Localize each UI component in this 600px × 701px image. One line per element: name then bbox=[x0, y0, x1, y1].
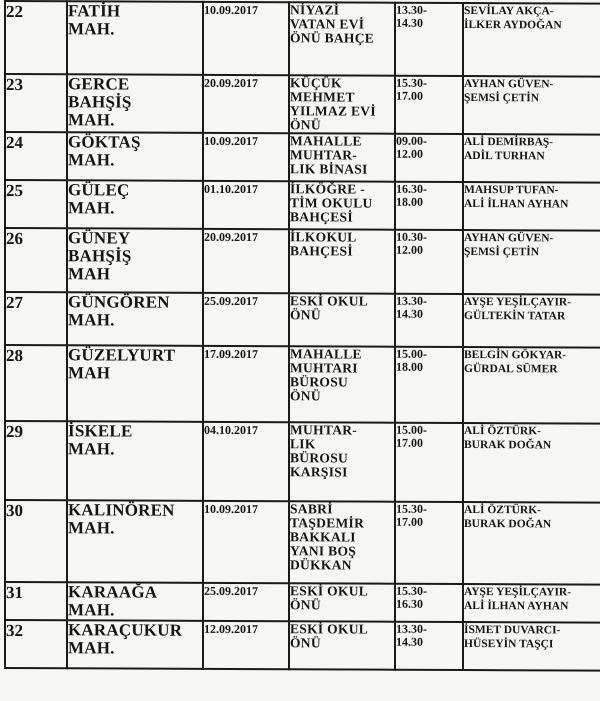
location-cell-line: MAHALLE bbox=[290, 346, 362, 362]
location-cell bbox=[289, 181, 395, 229]
location-cell-line: ESKİ OKUL bbox=[290, 293, 369, 309]
neighborhood-cell-line: GÜLEÇ bbox=[68, 180, 130, 200]
location-cell bbox=[289, 501, 395, 583]
date-cell: 01.10.2017 bbox=[203, 181, 289, 229]
location-cell-line: ÖNÜ bbox=[290, 117, 321, 133]
date-cell: 04.10.2017 bbox=[203, 422, 289, 501]
time-cell bbox=[395, 294, 463, 347]
time-cell-line: 12.00 bbox=[396, 146, 423, 161]
staff-cell bbox=[463, 294, 600, 348]
row-number-cell: 24 bbox=[5, 132, 67, 180]
date-cell: 10.09.2017 bbox=[203, 501, 289, 583]
time-cell-line: 17.00 bbox=[396, 514, 423, 529]
staff-cell-line: BURAK DOĞAN bbox=[464, 518, 552, 531]
time-cell-line: 14.30 bbox=[396, 306, 423, 321]
time-cell-line: 15.30- bbox=[396, 501, 427, 516]
neighborhood-cell-line: KARAAĞA bbox=[68, 582, 158, 602]
staff-cell-line: AYŞE YEŞİLÇAYIR- bbox=[464, 296, 572, 309]
date-cell: 25.09.2017 bbox=[203, 293, 289, 346]
neighborhood-cell bbox=[67, 620, 203, 669]
time-cell bbox=[395, 502, 463, 584]
row-number-cell: 32 bbox=[5, 620, 67, 668]
table-row bbox=[5, 500, 600, 585]
staff-cell-line: ŞEMSİ ÇETİN bbox=[464, 92, 540, 105]
location-cell-line: MUHTAR- bbox=[290, 422, 358, 438]
table-row bbox=[5, 228, 600, 295]
time-cell bbox=[395, 622, 463, 670]
time-cell bbox=[395, 347, 463, 423]
table-row bbox=[5, 345, 600, 424]
time-cell-line: 15.00- bbox=[396, 422, 427, 437]
staff-cell-line: HÜSEYİN TAŞÇI bbox=[464, 638, 554, 651]
neighborhood-cell bbox=[67, 500, 203, 583]
staff-cell-line: ŞEMSİ ÇETİN bbox=[464, 246, 540, 259]
neighborhood-cell-line: FATİH bbox=[68, 1, 121, 21]
time-cell-line: 16.30- bbox=[396, 181, 427, 196]
location-cell-line: TİM OKULU bbox=[290, 195, 373, 211]
date-cell: 10.09.2017 bbox=[203, 2, 289, 75]
location-cell-line: BÜROSU bbox=[290, 450, 349, 466]
neighborhood-cell-line: BAHŞİŞ bbox=[68, 92, 132, 112]
row-number-cell: 31 bbox=[5, 582, 67, 620]
staff-cell-line: ADİL TURHAN bbox=[464, 150, 545, 163]
staff-cell bbox=[463, 182, 600, 231]
neighborhood-cell-line: MAH. bbox=[68, 439, 115, 459]
neighborhood-cell-line: MAH. bbox=[68, 310, 115, 330]
schedule-table bbox=[4, 0, 600, 672]
time-cell-line: 13.30- bbox=[396, 293, 427, 308]
neighborhood-cell bbox=[67, 74, 203, 133]
row-number-cell: 27 bbox=[5, 292, 67, 345]
location-cell-line: NİYAZİ bbox=[290, 2, 340, 18]
row-number-cell: 23 bbox=[5, 74, 67, 132]
staff-cell-line: AYHAN GÜVEN- bbox=[464, 232, 554, 245]
time-cell bbox=[395, 230, 463, 294]
neighborhood-cell-line: KALINÖREN bbox=[68, 500, 175, 520]
staff-cell-line: İSMET DUVARCI- bbox=[464, 624, 561, 637]
location-cell-line: BÜROSU bbox=[290, 374, 349, 390]
location-cell-line: MEHMET bbox=[290, 89, 355, 105]
time-cell bbox=[395, 3, 463, 76]
neighborhood-cell-line: GÜZELYURT bbox=[68, 345, 176, 365]
location-cell bbox=[289, 583, 395, 621]
location-cell bbox=[289, 75, 395, 133]
location-cell-line: ÖNÜ bbox=[290, 307, 321, 323]
staff-cell-line: MAHSUP TUFAN- bbox=[464, 184, 559, 197]
neighborhood-cell-line: İSKELE bbox=[68, 421, 133, 441]
date-cell: 20.09.2017 bbox=[203, 229, 289, 293]
row-number-cell: 30 bbox=[5, 500, 67, 582]
schedule-table-body bbox=[5, 1, 600, 671]
date-cell: 20.09.2017 bbox=[203, 75, 289, 133]
staff-cell bbox=[463, 502, 600, 585]
staff-cell-line: İLKER AYDOĞAN bbox=[464, 19, 562, 32]
staff-cell-line: ALİ ÖZTÜRK- bbox=[464, 425, 541, 438]
date-cell: 12.09.2017 bbox=[203, 621, 289, 669]
time-cell-line: 13.30- bbox=[396, 2, 427, 17]
neighborhood-cell-line: MAH. bbox=[68, 638, 115, 658]
location-cell-line: YILMAZ EVİ bbox=[290, 103, 376, 119]
neighborhood-cell-line: BAHŞİŞ bbox=[68, 246, 132, 266]
location-cell-line: KARŞISI bbox=[290, 464, 348, 480]
location-cell-line: TAŞDEMİR bbox=[290, 515, 365, 531]
neighborhood-cell-line: MAH bbox=[68, 264, 111, 284]
staff-cell bbox=[463, 622, 600, 671]
time-cell bbox=[395, 423, 463, 502]
neighborhood-cell bbox=[67, 292, 203, 346]
staff-cell-line: AYHAN GÜVEN- bbox=[464, 78, 554, 91]
location-cell-line: ESKİ OKUL bbox=[290, 583, 369, 599]
neighborhood-cell-line: KARAÇUKUR bbox=[68, 620, 183, 640]
location-cell bbox=[289, 229, 395, 293]
neighborhood-cell-line: GÜNGÖREN bbox=[68, 292, 170, 312]
location-cell-line: LIK BİNASI bbox=[290, 161, 368, 177]
location-cell-line: DÜKKAN bbox=[290, 557, 352, 573]
neighborhood-cell bbox=[67, 421, 203, 501]
neighborhood-cell-line: MAH. bbox=[68, 19, 115, 39]
staff-cell bbox=[463, 230, 600, 295]
staff-cell-line: BURAK DOĞAN bbox=[464, 439, 552, 452]
staff-cell bbox=[463, 584, 600, 623]
neighborhood-cell-line: MAH. bbox=[68, 198, 115, 218]
table-row bbox=[5, 421, 600, 503]
time-cell-line: 15.30- bbox=[396, 583, 427, 598]
neighborhood-cell-line: MAH bbox=[68, 363, 111, 383]
table-row bbox=[5, 1, 600, 77]
location-cell-line: LIK bbox=[290, 436, 316, 452]
staff-cell bbox=[463, 3, 600, 77]
neighborhood-cell bbox=[67, 582, 203, 621]
time-cell-line: 17.00 bbox=[396, 88, 423, 103]
time-cell bbox=[395, 182, 463, 230]
staff-cell-line: BELGİN GÖKYAR- bbox=[464, 349, 567, 362]
neighborhood-cell-line: GERCE bbox=[68, 74, 130, 94]
location-cell bbox=[289, 2, 395, 75]
row-number-cell: 22 bbox=[5, 1, 67, 74]
location-cell-line: VATAN EVİ bbox=[290, 16, 365, 32]
time-cell-line: 10.30- bbox=[396, 229, 427, 244]
staff-cell-line: ALİ İLHAN AYHAN bbox=[464, 600, 569, 613]
location-cell-line: MUHTAR- bbox=[290, 147, 358, 163]
neighborhood-cell-line: GÖKTAŞ bbox=[68, 132, 141, 152]
time-cell-line: 16.30 bbox=[396, 596, 423, 611]
staff-cell bbox=[463, 347, 600, 424]
table-row bbox=[5, 292, 600, 348]
neighborhood-cell-line: MAH. bbox=[68, 600, 115, 620]
location-cell-line: KÜÇÜK bbox=[290, 75, 342, 91]
time-cell-line: 18.00 bbox=[396, 359, 423, 374]
location-cell-line: ÖNÜ bbox=[290, 597, 321, 613]
location-cell bbox=[289, 346, 395, 422]
staff-cell-line: AYŞE YEŞİLÇAYIR- bbox=[464, 586, 572, 599]
location-cell-line: BAHÇESİ bbox=[290, 209, 353, 225]
neighborhood-cell-line: GÜNEY bbox=[68, 228, 131, 248]
staff-cell-line: ALİ DEMİRBAŞ- bbox=[464, 136, 554, 149]
location-cell bbox=[289, 133, 395, 181]
table-row bbox=[5, 74, 600, 135]
table-row bbox=[5, 180, 600, 231]
neighborhood-cell bbox=[67, 132, 203, 181]
staff-cell bbox=[463, 423, 600, 503]
location-cell-line: YANI BOŞ bbox=[290, 543, 357, 559]
staff-cell-line: ALİ İLHAN AYHAN bbox=[464, 198, 569, 211]
staff-cell-line: GÜRDAL SÜMER bbox=[464, 363, 558, 376]
location-cell bbox=[289, 621, 395, 669]
time-cell bbox=[395, 76, 463, 134]
staff-cell bbox=[463, 134, 600, 183]
time-cell-line: 15.00- bbox=[396, 346, 427, 361]
time-cell bbox=[395, 134, 463, 182]
location-cell-line: SABRİ bbox=[290, 501, 333, 517]
location-cell-line: MAHALLE bbox=[290, 133, 362, 149]
time-cell-line: 15.30- bbox=[396, 75, 427, 90]
time-cell-line: 18.00 bbox=[396, 194, 423, 209]
row-number-cell: 29 bbox=[5, 421, 67, 500]
date-cell: 10.09.2017 bbox=[203, 133, 289, 181]
table-row bbox=[5, 582, 600, 623]
row-number-cell: 28 bbox=[5, 345, 67, 421]
staff-cell bbox=[463, 76, 600, 135]
neighborhood-cell bbox=[67, 1, 203, 75]
location-cell-line: BAKKALI bbox=[290, 529, 356, 545]
row-number-cell: 26 bbox=[5, 228, 67, 292]
table-row bbox=[5, 132, 600, 183]
neighborhood-cell bbox=[67, 345, 203, 422]
time-cell-line: 14.30 bbox=[396, 15, 423, 30]
location-cell-line: BAHÇESİ bbox=[290, 243, 353, 259]
location-cell-line: İLKOKUL bbox=[290, 229, 357, 245]
time-cell-line: 13.30- bbox=[396, 621, 427, 636]
location-cell-line: MUHTARI bbox=[290, 360, 358, 376]
neighborhood-cell bbox=[67, 228, 203, 293]
location-cell-line: İLKÖĞRE - bbox=[290, 181, 366, 197]
date-cell: 25.09.2017 bbox=[203, 583, 289, 621]
time-cell-line: 09.00- bbox=[396, 133, 427, 148]
time-cell-line: 17.00 bbox=[396, 435, 423, 450]
location-cell-line: ÖNÜ BAHÇE bbox=[290, 30, 375, 46]
staff-cell-line: ALİ ÖZTÜRK- bbox=[464, 504, 541, 517]
location-cell-line: ÖNÜ bbox=[290, 635, 321, 651]
staff-cell-line: GÜLTEKİN TATAR bbox=[464, 310, 566, 323]
date-cell: 17.09.2017 bbox=[203, 346, 289, 422]
neighborhood-cell-line: MAH. bbox=[68, 150, 115, 170]
location-cell bbox=[289, 293, 395, 346]
neighborhood-cell bbox=[67, 180, 203, 229]
neighborhood-cell-line: MAH. bbox=[68, 518, 115, 538]
table-row bbox=[5, 620, 600, 671]
location-cell-line: ÖNÜ bbox=[290, 388, 321, 404]
time-cell-line: 12.00 bbox=[396, 242, 423, 257]
time-cell bbox=[395, 584, 463, 622]
row-number-cell: 25 bbox=[5, 180, 67, 228]
location-cell bbox=[289, 422, 395, 501]
staff-cell-line: SEVİLAY AKÇA- bbox=[464, 5, 554, 18]
neighborhood-cell-line: MAH. bbox=[68, 110, 115, 130]
location-cell-line: ESKİ OKUL bbox=[290, 621, 369, 637]
time-cell-line: 14.30 bbox=[396, 634, 423, 649]
